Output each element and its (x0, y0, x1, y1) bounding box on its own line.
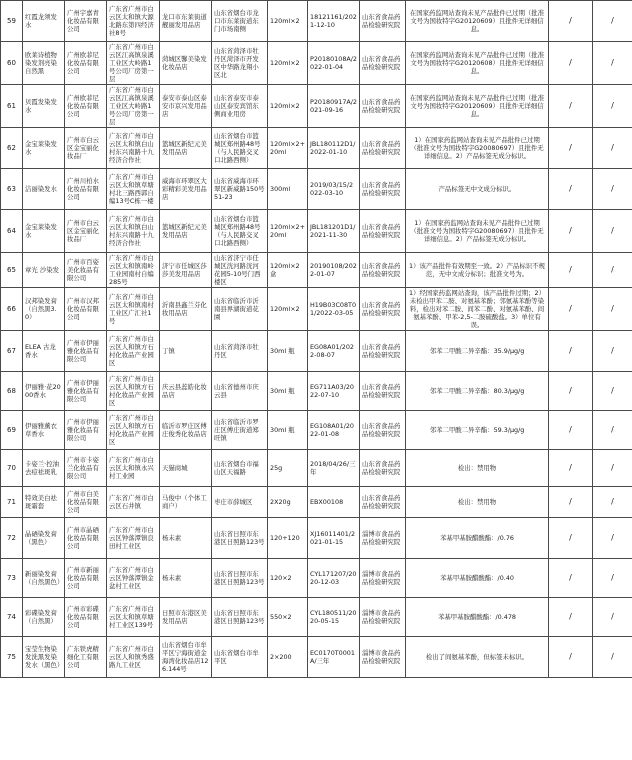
producer-name: 广州市白云区金宝丽化妆品厂 (65, 210, 107, 253)
seller-name: 济宁市任城区莎莎美发用品店 (160, 253, 212, 288)
seller-name: 沂南县鑫兰芬化妆用品店 (160, 288, 212, 331)
testing-agency: 淄博市食品药品检验研究院 (360, 598, 406, 637)
row-number: 64 (1, 210, 23, 253)
product-name: 晶硒染发膏（黑色） (23, 518, 65, 559)
testing-agency: 山东省食品药品检验研究院 (360, 85, 406, 128)
batch-number: JBL181201D1/2021-11-30 (308, 210, 360, 253)
row-number: 73 (1, 559, 23, 598)
seller-name: 山东省烟台市牟平区宁海街道金海湾化妆品店126.144号 (160, 637, 212, 678)
producer-name: 广州市彩碟化妆品有限公司 (65, 598, 107, 637)
standard-value: / (549, 1, 593, 42)
specification: 120×2 (268, 559, 308, 598)
batch-number: JBL180112D1/2022-01-10 (308, 128, 360, 169)
testing-agency: 山东省食品药品检验研究院 (360, 128, 406, 169)
producer-name: 广州欧菲尼化妆品有限公司 (65, 42, 107, 85)
seller-name: 杨未素 (160, 559, 212, 598)
producer-name: 广州市白美化妆品有限公司 (65, 487, 107, 518)
producer-address: 广东省广州市白云区太和镇南岭工业园南村自编285号 (107, 253, 160, 288)
table-row (1, 42, 632, 85)
producer-name: 广州市白云区金宝丽化妆品厂 (65, 128, 107, 169)
testing-agency: 山东省食品药品检验研究院 (360, 331, 406, 372)
specification: 120ml×2+20ml (268, 210, 308, 253)
row-number: 70 (1, 450, 23, 487)
table-row (1, 598, 632, 637)
row-number: 67 (1, 331, 23, 372)
seller-address: 山东省日照市东港区日照路123号 (212, 598, 268, 637)
result-value: / (593, 1, 632, 42)
testing-agency: 山东省食品药品检验研究院 (360, 210, 406, 253)
producer-address: 广东省广州市白云区太和镇白山村东兴南路十九经济合作社 (107, 128, 160, 169)
seller-name: 天猫商城 (160, 450, 212, 487)
testing-agency: 山东省食品药品检验研究院 (360, 372, 406, 411)
seller-address: 山东省日照市东港区日照路123号 (212, 518, 268, 559)
result-value: / (593, 559, 632, 598)
table-row (1, 637, 632, 678)
nonconforming-item: 邻苯二甲酸二异辛酯：59.3/μg/g (406, 411, 549, 450)
result-value: / (593, 637, 632, 678)
product-name: 金宝莱染发水 (23, 128, 65, 169)
batch-number: 2019/03/15/2022-03-10 (308, 169, 360, 210)
product-name: 洁丽染发水 (23, 169, 65, 210)
product-name: 特效美白祛斑霜套 (23, 487, 65, 518)
producer-name: 广州市伊丽雅化妆品有限公司 (65, 411, 107, 450)
seller-address: 山东省德州市庆云县 (212, 372, 268, 411)
specification: 30ml 瓶 (268, 372, 308, 411)
table-row (1, 518, 632, 559)
nonconforming-item: 邻苯二甲酸二异辛酯：35.9/μg/g (406, 331, 549, 372)
seller-name: 临沂市罗庄区傅庄俊秀化妆品店 (160, 411, 212, 450)
batch-number: CYL171207/2020-12-03 (308, 559, 360, 598)
standard-value: / (549, 487, 593, 518)
seller-address: 山东省烟台市牟平区 (212, 637, 268, 678)
specification: 120+120 (268, 518, 308, 559)
result-value: / (593, 85, 632, 128)
seller-name: 泰安市泰山区泰安市京兴发用品店 (160, 85, 212, 128)
seller-name: 菏城区馨美染发化妆品店 (160, 42, 212, 85)
seller-address: 山东省威海市环翠区新威路150号51-23 (212, 169, 268, 210)
row-number: 75 (1, 637, 23, 678)
batch-number: 20190108/2022-01-07 (308, 253, 360, 288)
testing-agency: 山东省食品药品检验研究院 (360, 42, 406, 85)
result-value: / (593, 487, 632, 518)
testing-agency: 山东省食品药品检验研究院 (360, 253, 406, 288)
batch-number: H19B03C08T01/2022-03-05 (308, 288, 360, 331)
table-row (1, 169, 632, 210)
result-value: / (593, 598, 632, 637)
producer-address: 广东省广州市白云区人和镇方石村化妆品产业园区 (107, 411, 160, 450)
seller-name: 庆云县蕊皓化妆品店 (160, 372, 212, 411)
table-row (1, 128, 632, 169)
result-value: / (593, 169, 632, 210)
producer-address: 广东省广州市白云区人和镇方石村化妆品产业园区 (107, 372, 160, 411)
specification: 120ml×2盒 (268, 253, 308, 288)
specification: 120ml×2 (268, 288, 308, 331)
producer-address: 广东省广州市白云区江高镇泉溪工业区大岭路1号公司厂房第一层 (107, 42, 160, 85)
seller-name: 篮城区新纪元美发用品店 (160, 210, 212, 253)
producer-name: 广州市新丽化妆品有限公司 (65, 559, 107, 598)
nonconforming-item: 检出了间氨基苯酚，但标签未标识。 (406, 637, 549, 678)
nonconforming-item: 邻苯二甲酸二异辛酯：80.3/μg/g (406, 372, 549, 411)
producer-name: 广州市晶硒化妆品有限公司 (65, 518, 107, 559)
product-name: 卡姿兰·控油去痘祛斑乳 (23, 450, 65, 487)
producer-address: 广东省广州市白云区太和镇大源北路东第四经济社8号 (107, 1, 160, 42)
nonconforming-item: 检出：禁用物 (406, 487, 549, 518)
producer-address: 广东省广州市白云区钟落潭镇金盆村工业区 (107, 559, 160, 598)
seller-address: 山东省临沂市罗庄区傅庄街道郑旺镇 (212, 411, 268, 450)
producer-name: 广州市伊丽雅化妆品有限公司 (65, 331, 107, 372)
producer-address: 广东省广州市白云区太和镇永兴村工业园 (107, 450, 160, 487)
seller-address: 枣庄市薛城区 (212, 487, 268, 518)
result-value: / (593, 210, 632, 253)
batch-number: EBX00108 (308, 487, 360, 518)
standard-value: / (549, 331, 593, 372)
nonconforming-item: 1）在国家药监网站查询未见产品批件已过期（批准文号为国妆特字G20080697）且批件无详细信息。2）产品标签无成分标识。 (406, 210, 549, 253)
product-name: 红霞龙须发水 (23, 1, 65, 42)
row-number: 60 (1, 42, 23, 85)
nonconforming-item: 1）该产品批件有效期至一致。2）产品标识不规范，无中文成分标识；批准文号为。 (406, 253, 549, 288)
specification: 120ml×2 (268, 1, 308, 42)
row-number: 71 (1, 487, 23, 518)
testing-agency: 淄博市食品药品检验研究院 (360, 559, 406, 598)
producer-address: 广东省广州市白云区人和镇秀盛路九工业区 (107, 637, 160, 678)
product-name: 章光 沙染发 (23, 253, 65, 288)
seller-address: 山东省泰安市泰山区泰安宾馆东侧商业用房 (212, 85, 268, 128)
batch-number: EG108A01/2022-01-08 (308, 411, 360, 450)
batch-number: EG711A03/2022-07-10 (308, 372, 360, 411)
seller-address: 山东省烟台市福山区天福路 (212, 450, 268, 487)
table-row (1, 210, 632, 253)
nonconforming-item: 产品标签无中文成分标识。 (406, 169, 549, 210)
result-value: / (593, 253, 632, 288)
seller-address: 山东省日照市东港区日照路123号 (212, 559, 268, 598)
seller-name: 马俊中（个体工商户） (160, 487, 212, 518)
producer-address: 广东省广州市白云区人和镇方石村化妆品产业园区 (107, 331, 160, 372)
producer-name: 广州宇嘉青化妆品有限公司 (65, 1, 107, 42)
producer-address: 广东省广州市白云区钟落潭镇良田村工业区 (107, 518, 160, 559)
testing-agency: 山东省食品药品检验研究院 (360, 487, 406, 518)
specification: 30ml 瓶 (268, 331, 308, 372)
specification: 25g (268, 450, 308, 487)
result-value: / (593, 450, 632, 487)
table-row (1, 1, 632, 42)
specification: 300ml (268, 169, 308, 210)
standard-value: / (549, 372, 593, 411)
product-name: 彩碟染发膏（自然黑） (23, 598, 65, 637)
table-row (1, 411, 632, 450)
standard-value: / (549, 85, 593, 128)
table-row (1, 559, 632, 598)
table-row (1, 85, 632, 128)
table-row (1, 331, 632, 372)
producer-name: 广州川柏水化妆品有限公司 (65, 169, 107, 210)
nonconforming-item: 苯基甲基胺醋酸酯：/0.76 (406, 518, 549, 559)
standard-value: / (549, 288, 593, 331)
standard-value: / (549, 559, 593, 598)
standard-value: / (549, 253, 593, 288)
standard-value: / (549, 598, 593, 637)
producer-address: 广东省广州市白云区太和镇白山村东兴南路十九经济合作社 (107, 210, 160, 253)
product-name: 新丽染发膏（自然黑色） (23, 559, 65, 598)
standard-value: / (549, 42, 593, 85)
producer-address: 广东省广州市白云区太和镇草塘村工业区139号 (107, 598, 160, 637)
table-row (1, 450, 632, 487)
producer-name: 广州市汉邦化妆品有限公司 (65, 288, 107, 331)
seller-name: 杨未素 (160, 518, 212, 559)
specification: 2×200 (268, 637, 308, 678)
producer-name: 广州市百姿美化妆品有限公司 (65, 253, 107, 288)
testing-agency: 山东省食品药品检验研究院 (360, 450, 406, 487)
standard-value: / (549, 128, 593, 169)
standard-value: / (549, 518, 593, 559)
nonconforming-item: 苯基甲基胺醋酸酯：/0.40 (406, 559, 549, 598)
table-row (1, 253, 632, 288)
result-value: / (593, 288, 632, 331)
product-name: 伊丽雅·花2000香水 (23, 372, 65, 411)
testing-agency: 山东省食品药品检验研究院 (360, 1, 406, 42)
producer-name: 广州欧菲尼化妆品有限公司 (65, 85, 107, 128)
specification: 550×2 (268, 598, 308, 637)
row-number: 65 (1, 253, 23, 288)
table-row (1, 487, 632, 518)
seller-address: 山东省菏泽市牡丹区菏泽市开发区中华路龙翔小区北 (212, 42, 268, 85)
result-value: / (593, 128, 632, 169)
seller-address: 山东省济宁市任城区洸河路洸河花园5-10号门西楼区 (212, 253, 268, 288)
batch-number: P20180108A/2022-01-04 (308, 42, 360, 85)
testing-agency: 淄博市食品药品检验研究院 (360, 518, 406, 559)
seller-address: 山东省烟台市龙口市东莱街道东门市场南侧 (212, 1, 268, 42)
nonconforming-item: 在国家药监网站查询未见产品批件已过期（批准文号为国妆特字G20120609）且批件无详细信息。 (406, 1, 549, 42)
batch-number: 18121161/2021-12-10 (308, 1, 360, 42)
result-value: / (593, 372, 632, 411)
specification: 120ml×2 (268, 85, 308, 128)
product-name: 伊丽雅薰衣草香水 (23, 411, 65, 450)
nonconforming-item: 1）经国家药监网站查询，该产品批件过期；2）未检出甲苯二胺、对氨基苯酚；邻氨基苯酚等染料，检出对苯二胺、间苯二酚、对氨基苯酚、间氨基苯酚、甲苯-2,5-二胺硫酸盐。3）单位有误。 (406, 288, 549, 331)
batch-number: P20180917A/2021-09-16 (308, 85, 360, 128)
batch-number: EG08A01/2022-08-07 (308, 331, 360, 372)
result-value: / (593, 331, 632, 372)
specification: 120ml×2 (268, 42, 308, 85)
nonconforming-item: 1）在国家药监网站查询未见产品批件已过期（批准文号为国妆特字G20080697）且批件无详细信息。2）产品标签无成分标识。 (406, 128, 549, 169)
product-name: 贝霞发染发水 (23, 85, 65, 128)
batch-number: EC0170T0001A/三年 (308, 637, 360, 678)
row-number: 74 (1, 598, 23, 637)
seller-address: 山东省烟台市篮城区郑州路48号（与人民路交叉口北路西侧） (212, 128, 268, 169)
product-name: 欧莱诗植物染发剂亮染自然黑 (23, 42, 65, 85)
product-name: 汉邦染发膏（自然黑3.0） (23, 288, 65, 331)
testing-agency: 山东省食品药品检验研究院 (360, 288, 406, 331)
row-number: 62 (1, 128, 23, 169)
standard-value: / (549, 169, 593, 210)
standard-value: / (549, 210, 593, 253)
nonconforming-item: 检出：禁用物 (406, 450, 549, 487)
batch-number: 2018/04/26/三年 (308, 450, 360, 487)
producer-name: 广东铁虎精细化工有限公司 (65, 637, 107, 678)
seller-address: 山东省烟台市篮城区郑州路48号（与人民路交叉口北路西侧） (212, 210, 268, 253)
specification: 30ml 瓶 (268, 411, 308, 450)
specification: 120ml×2+20ml (268, 128, 308, 169)
nonconforming-item: 在国家药监网站查询未见产品批件已过期（批准文号为国妆特字G20120608）且批件无详细信息。 (406, 42, 549, 85)
result-value: / (593, 411, 632, 450)
seller-name: 丁镇 (160, 331, 212, 372)
seller-name: 篮城区新纪元美发用品店 (160, 128, 212, 169)
product-name: 金宝莱染发水 (23, 210, 65, 253)
specification: 2X20g (268, 487, 308, 518)
row-number: 61 (1, 85, 23, 128)
row-number: 68 (1, 372, 23, 411)
seller-name: 龙口市东莱街道靓丽发用品店 (160, 1, 212, 42)
product-name: ELEA 古龙香水 (23, 331, 65, 372)
testing-agency: 淄博市食品药品检验研究院 (360, 637, 406, 678)
testing-agency: 山东省食品药品检验研究院 (360, 169, 406, 210)
result-value: / (593, 518, 632, 559)
producer-name: 广州市伊丽雅化妆品有限公司 (65, 372, 107, 411)
product-name: 宝莹生物染发洗黑发染发水（黑色） (23, 637, 65, 678)
row-number: 69 (1, 411, 23, 450)
seller-address: 山东省菏泽市牡丹区 (212, 331, 268, 372)
batch-number: CYL180511/2020-05-15 (308, 598, 360, 637)
testing-agency: 山东省食品药品检验研究院 (360, 411, 406, 450)
row-number: 63 (1, 169, 23, 210)
seller-name: 日照市东港区美发用品店 (160, 598, 212, 637)
table-row (1, 288, 632, 331)
nonconforming-item: 在国家药监网站查询未见产品批件已过期（批准文号为国妆特字G20120609）且批件无详细信息。 (406, 85, 549, 128)
producer-address: 广东省广州市白云区太和镇南村工业区广汇社1号 (107, 288, 160, 331)
producer-name: 广州市卡姿兰化妆品有限公司 (65, 450, 107, 487)
nonconforming-item: 苯基甲基胺醋酸酯：/0.478 (406, 598, 549, 637)
row-number: 66 (1, 288, 23, 331)
producer-address: 广东省广州市白云区石井镇 (107, 487, 160, 518)
seller-name: 威海市环翠区大彩精彩美发用品店 (160, 169, 212, 210)
seller-address: 山东省临沂市沂南县界湖街道花園 (212, 288, 268, 331)
standard-value: / (549, 637, 593, 678)
producer-address: 广东省广州市白云区江高镇泉溪工业区大岭路1号公司厂房第一层 (107, 85, 160, 128)
table-row (1, 372, 632, 411)
row-number: 59 (1, 1, 23, 42)
standard-value: / (549, 450, 593, 487)
result-value: / (593, 42, 632, 85)
standard-value: / (549, 411, 593, 450)
batch-number: XJ16011401/2021-01-15 (308, 518, 360, 559)
row-number: 72 (1, 518, 23, 559)
producer-address: 广东省广州市白云区太和镇草塘村北三路西郭自编13号C栋一楼 (107, 169, 160, 210)
